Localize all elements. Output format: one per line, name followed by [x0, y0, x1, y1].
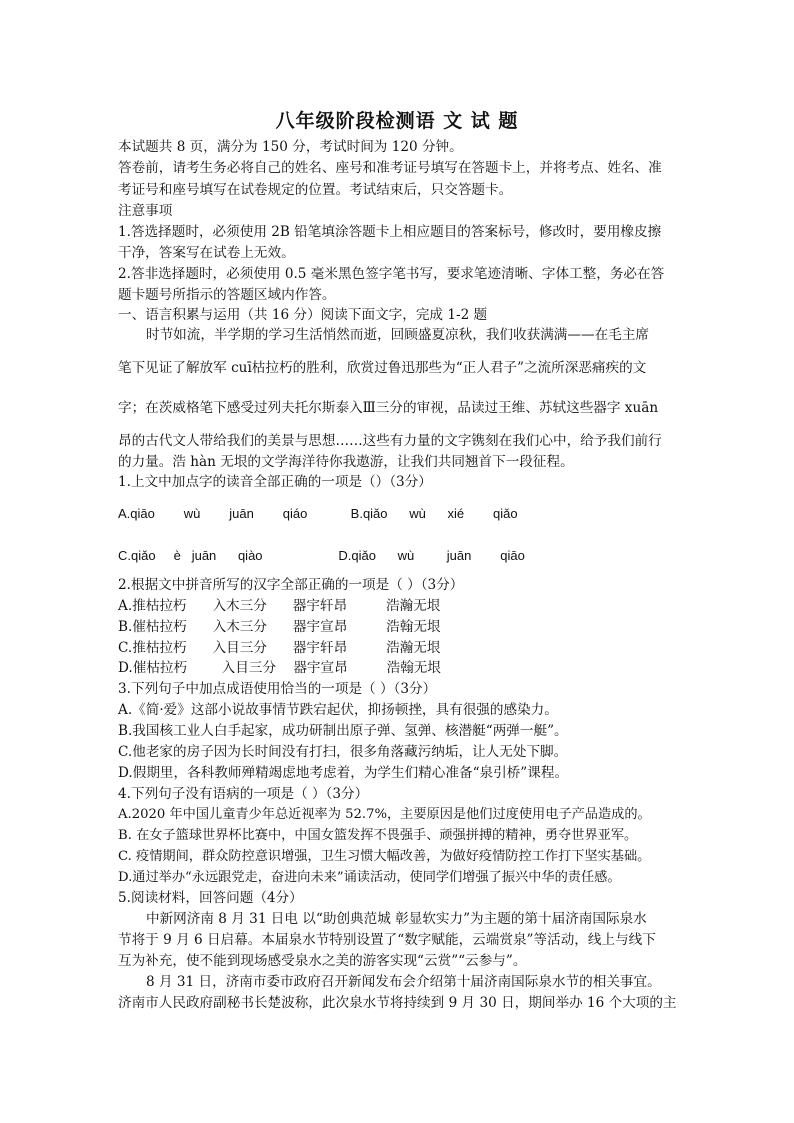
notice-item-1-line-1: 1.答选择题时，必须使用 2B 铅笔填涂答题卡上相应题目的答案标号，修改时，要用橡皮擦: [118, 224, 662, 240]
question-4-option-b: B. 在女子篮球世界杯比赛中，中国女篮发挥不畏强手、顽强拼搏的精神，勇夺世界亚军。: [118, 828, 638, 843]
passage-line-5: 的力量。浩 hàn 无垠的文学海洋待你我遨游，让我们共同翘首下一段征程。: [118, 454, 574, 470]
material-para-2-line-1: 8 月 31 日，济南市委市政府召开新闻发布会介绍第十届济南国际泉水节的相关事宜。: [146, 974, 661, 990]
question-2-option-a: A.推枯拉朽 入木三分 器宇轩昂 浩瀚无垠: [118, 598, 441, 614]
question-1-options-row-2: C.qiǎo è juān qiào D.qiǎo wù juān qiāo: [118, 548, 525, 563]
passage-line-3: 字；在茨威格笔下感受过列夫托尔斯泰入Ⅲ三分的审视，品读过王维、苏轼这些器字 xuān: [118, 400, 659, 416]
intro-line-3: 考证号和座号填写在试卷规定的位置。考试结束后，只交答题卡。: [118, 182, 513, 198]
notice-item-1-line-2: 干净，答案写在试卷上无效。: [118, 245, 295, 261]
question-3-option-d: D.假期里，各科教师殚精竭虑地考虑着，为学生们精心准备“泉引桥”课程。: [118, 765, 569, 781]
passage-line-1: 时节如流，半学期的学习生活悄然而逝，回顾盛夏凉秋，我们收获满满——在毛主席: [146, 327, 649, 343]
passage-line-4: 昂的古代文人带给我们的美景与思想……这些有力量的文字镌刻在我们心中，给予我们前行: [118, 433, 662, 449]
intro-line-2: 答卷前，请考生务必将自己的姓名、座号和准考证号填写在答题卡上，并将考点、姓名、准: [118, 160, 662, 176]
question-4-option-a: A.2020 年中国儿童青少年总近视率为 52.7%，主要原因是他们过度使用电子产品造成的。: [118, 807, 651, 822]
notice-item-2-line-1: 2.答非选择题时，必须使用 0.5 毫米黑色签字笔书写，要求笔迹清晰、字体工整，务必在答: [118, 266, 665, 282]
question-3-option-a: A.《简·爱》这部小说故事情节跌宕起伏，抑扬顿挫，具有很强的感染力。: [118, 702, 558, 718]
notice-item-2-line-2: 题卡题号所指示的答题区域内作答。: [118, 287, 336, 303]
question-5-stem: 5.阅读材料，回答问题（4分）: [118, 890, 303, 906]
intro-line-1: 本试题共 8 页，满分为 150 分，考试时间为 120 分钟。: [118, 139, 463, 155]
passage-line-2: 笔下见证了解放军 cuī枯拉朽的胜利，欣赏过鲁迅那些为“正人君子”之流所深恶痛疾的文: [118, 360, 647, 376]
exam-title: 八年级阶段检测语 文 试 题: [275, 110, 519, 132]
question-1-stem: 1.上文中加点字的读音全部正确的一项是（）（3分）: [118, 474, 432, 490]
material-para-1-line-3: 互为补充，使不能到现场感受泉水之美的游客实现“云赏”“云参与”。: [118, 953, 527, 969]
question-2-option-d: D.催枯拉朽 入目三分 器宇宣昂 浩翰无垠: [118, 660, 441, 676]
question-4-option-d: D.通过举办“永远跟党走，奋进向未来”诵读活动，使同学们增强了振兴中华的责任感。: [118, 870, 621, 885]
material-para-1-line-1: 中新网济南 8 月 31 日电 以“助创典范城 彰显软实力”为主题的第十届济南国际泉水: [146, 911, 647, 927]
question-3-option-c: C.他老家的房子因为长时间没有打扫，很多角落藏污纳垢，让人无处下脚。: [118, 744, 568, 760]
section-1-heading: 一、语言积累与运用（共 16 分）阅读下面文字，完成 1-2 题: [118, 307, 488, 323]
question-2-option-b: B.催枯拉朽 入木三分 器宇宣昂 浩翰无垠: [118, 619, 441, 635]
material-para-2-line-2: 济南市人民政府副秘书长楚波称，此次泉水节将持续到 9 月 30 日，期间举办 16 个大项的主: [118, 995, 677, 1011]
question-3-option-b: B.我国核工业人白手起家，成功研制出原子弹、氢弹、核潜艇“两弹一艇”。: [118, 723, 568, 739]
question-4-stem: 4.下列句子没有语病的一项是（ ）（3分）: [118, 786, 369, 802]
question-4-option-c: C. 疫情期间，群众防控意识增强，卫生习惯大幅改善，为做好疫情防控工作打下坚实基础。: [118, 849, 651, 864]
question-1-options-row-1: A.qiāo wù juān qiáo B.qiǎo wù xié qiǎo: [118, 506, 518, 521]
notice-heading: 注意事项: [118, 203, 173, 219]
question-2-stem: 2.根据文中拼音所写的汉字全部正确的一项是（ ）（3分）: [118, 577, 464, 593]
material-para-1-line-2: 节将于 9 月 6 日启幕。本届泉水节特别设置了“数字赋能，云端赏泉”等活动，线上与线下: [118, 932, 656, 948]
question-3-stem: 3.下列句子中加点成语使用恰当的一项是（ ）（3分）: [118, 681, 437, 697]
question-2-option-c: C.推枯拉朽 入目三分 器宇轩昂 浩瀚无垠: [118, 640, 441, 656]
